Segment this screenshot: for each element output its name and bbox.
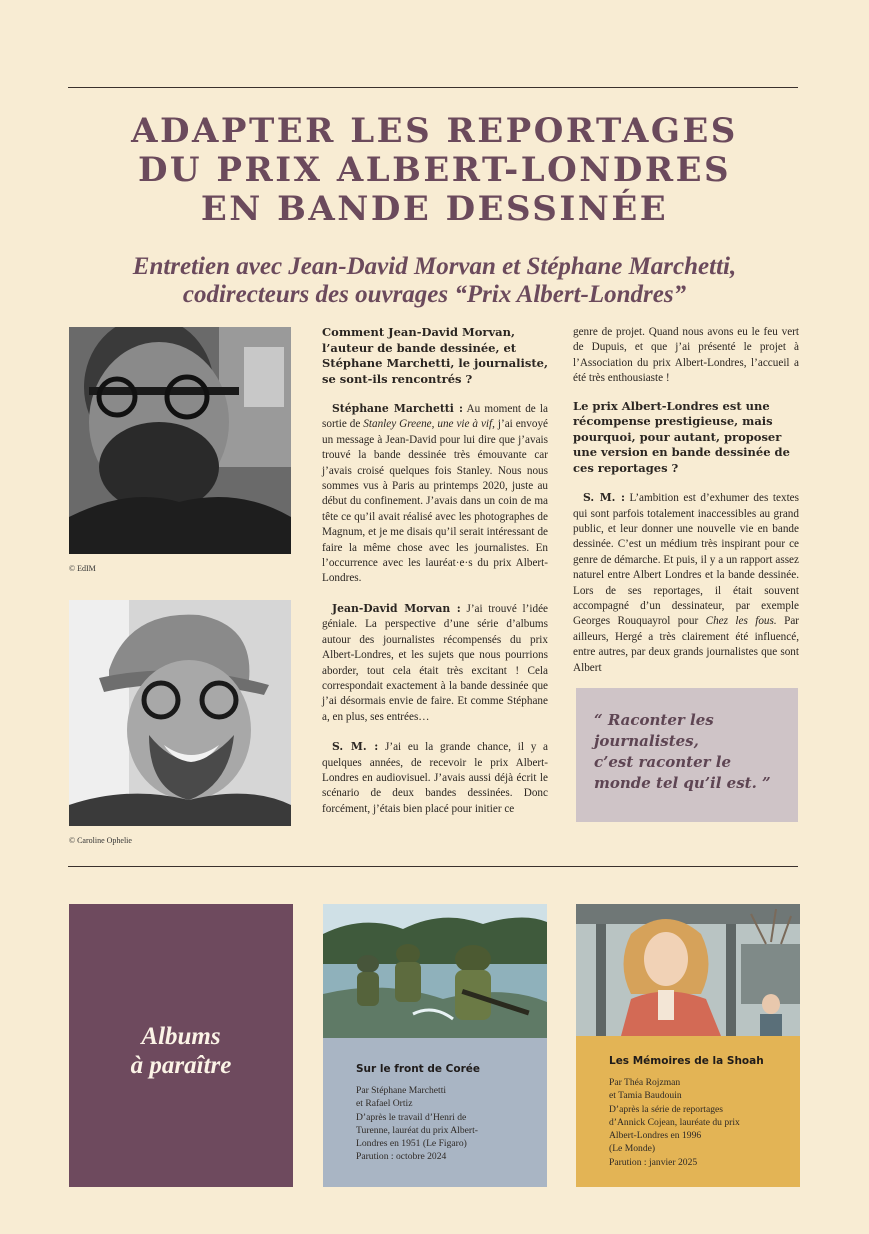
- album-cover-shoah: [576, 904, 800, 1036]
- pull-quote-box: [576, 688, 798, 822]
- title-line-3: EN BANDE DESSINÉE: [200, 189, 669, 229]
- question-2: Le prix Albert-Londres est une récompense prestigieuse, mais pourquoi, pour autant, proposer une version en bande dessinée de ces reportages ?: [573, 398, 790, 475]
- answer-3: S. M. : J’ai eu la grande chance, il y a quelques années, de recevoir le prix Albert-Londres en audiovisuel. J’avais aussi déjà écrit le scénario de deux bandes dessinées. Donc forcément, j’étais bien placé pour initier ce: [322, 740, 548, 815]
- album-info-coree: [323, 1038, 547, 1187]
- album-title: Les Mémoires de la Shoah: [609, 1055, 764, 1067]
- album-details: Par Théa Rojzman et Tamia Baudouin D’après la série de reportages d’Annick Cojean, lauréate du prix Albert-Londres en 1996 (Le Monde) Parution : janvier 2025: [609, 1077, 740, 1168]
- album-card-shoah: [576, 904, 800, 1187]
- page-subtitle: [0, 253, 869, 309]
- subtitle-line-1: Entretien avec Jean-David Morvan et Stéphane Marchetti,: [132, 253, 737, 280]
- top-rule: [68, 87, 798, 88]
- title-line-2: DU PRIX ALBERT-LONDRES: [137, 150, 732, 190]
- subtitle-line-2: codirecteurs des ouvrages “Prix Albert-Londres”: [182, 281, 687, 308]
- album-cover-coree: [323, 904, 547, 1038]
- interview-column-1: [322, 325, 548, 831]
- speaker-label: S. M. :: [583, 491, 625, 505]
- question-1: Comment Jean-David Morvan, l’auteur de bande dessinée, et Stéphane Marchetti, le journaliste, se sont-ils rencontrés ?: [322, 325, 548, 386]
- photo-credit-2: © Caroline Ophelie: [69, 836, 132, 845]
- answer-2: Jean-David Morvan : J’ai trouvé l’idée géniale. La perspective d’une série d’albums autour des journalistes récompensés du prix Albert-Londres, et les sujets que nous pourrions aborder, tout cela était très excitant ! Cela correspondait exactement à la bande dessinée que j’ai désormais envie de faire. Et comme Stéphane a, en plus, ses entrées…: [322, 601, 549, 723]
- portrait-photo-stephane: [69, 327, 291, 554]
- speaker-label: Stéphane Marchetti :: [332, 402, 463, 415]
- title-line-1: ADAPTER LES REPORTAGES: [131, 111, 738, 151]
- speaker-label: S. M. :: [332, 740, 379, 754]
- speaker-label: Jean-David Morvan :: [332, 601, 461, 615]
- book-title: Stanley Greene, une vie à vif,: [363, 418, 495, 431]
- albums-section-label: Albums à paraître: [130, 1023, 232, 1079]
- album-info-shoah: [576, 1036, 800, 1187]
- portrait-photo-jean-david: [69, 600, 291, 826]
- page-title: [0, 112, 869, 229]
- bottom-rule: [68, 866, 798, 867]
- answer-3-continued: genre de projet. Quand nous avons eu le feu vert de Dupuis, et que j’ai présenté le projet à l’Association du prix Albert-Londres, l’accueil a été très enthousiaste !: [573, 326, 799, 385]
- album-card-coree: [323, 904, 547, 1187]
- albums-section-label-box: [69, 904, 293, 1187]
- interview-column-2: [573, 325, 799, 690]
- photo-credit-1: © EdIM: [69, 564, 96, 573]
- answer-1: Stéphane Marchetti : Au moment de la sortie de Stanley Greene, une vie à vif, j’ai envoyé un message à Jean-David pour lui dire que j’avais trouvé la bande dessinée très émouvante car j’avais croisé quelques fois Stanley. Nous nous sommes vus à Paris au printemps 2020, juste au début du confinement. J’avais dans un coin de ma tête ce qu’il avait réalisé avec les photographes de Magnum, et je me disais qu’il serait intéressant de faire la même chose avec les journalistes. En l’occurrence avec les lauréat·e·s du prix Albert-Londres.: [322, 402, 549, 585]
- album-details: Par Stéphane Marchetti et Rafael Ortiz D’après le travail d’Henri de Turenne, lauréat du prix Albert- Londres en 1951 (Le Figaro) Parution : octobre 2024: [356, 1085, 478, 1163]
- pull-quote-text: “ Raconter les journalistes, c’est raconter le monde tel qu’il est. ”: [594, 711, 771, 792]
- album-title: Sur le front de Corée: [356, 1063, 480, 1075]
- answer-4: S. M. : L’ambition est d’exhumer des textes qui sont parfois totalement inaccessibles au grand public, et leur donner une nouvelle vie en bande dessinée. C’est un médium très inspirant pour ce genre de démarche. Et puis, il y a un rapport assez naturel entre Albert Londres et la bande dessinée. Lors de ses reportages, il était souvent accompagné d’un dessinateur, par exemple Georges Rouquayrol pour Chez les fous. Par ailleurs, Hergé a très clairement été influencé, entre autres, par deux grands journalistes que sont Albert: [573, 491, 800, 674]
- book-title: Chez les fous.: [705, 615, 777, 628]
